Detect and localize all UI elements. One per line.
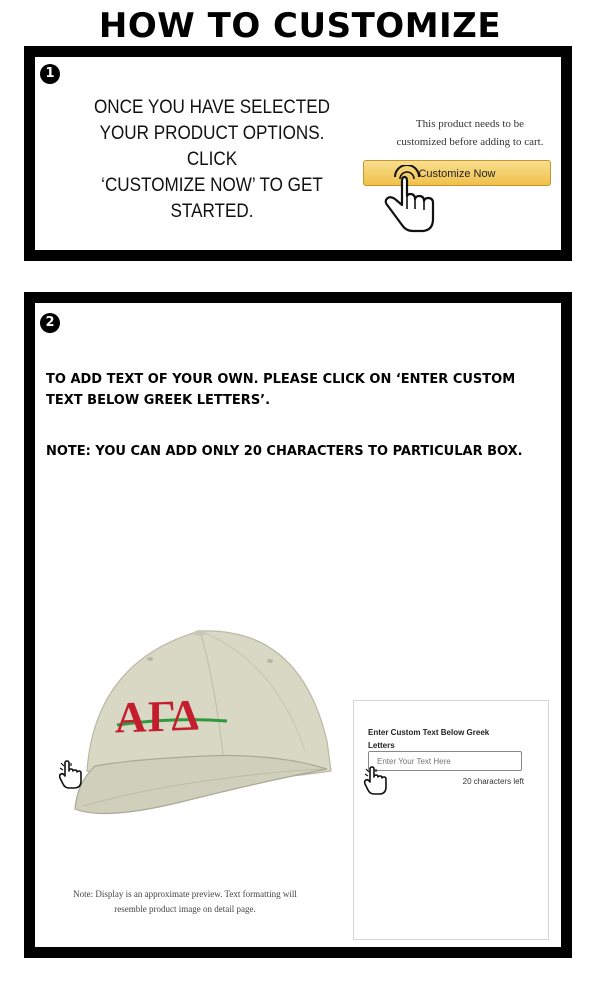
step-2-panel xyxy=(24,292,572,958)
characters-left-counter: 20 characters left xyxy=(462,777,524,786)
custom-text-panel xyxy=(353,700,549,940)
step-1-line: ‘CUSTOMIZE NOW’ TO GET xyxy=(101,175,323,196)
step-1-badge: 1 xyxy=(40,64,60,84)
pointing-hand-icon xyxy=(381,165,437,235)
step-1-instructions xyxy=(73,95,352,225)
greek-letters: ΑΓΔ xyxy=(115,690,201,743)
disclaimer-line: Note: Display is an approximate preview. Text formatting will xyxy=(73,889,297,899)
character-limit-note: NOTE: YOU CAN ADD ONLY 20 CHARACTERS TO PARTICULAR BOX. xyxy=(46,444,523,459)
step-2-instructions xyxy=(46,369,556,492)
step-2-line: TEXT BELOW GREEK LETTERS’. xyxy=(46,393,271,408)
label-line: Enter Custom Text Below Greek xyxy=(368,728,490,737)
step-1-line: YOUR PRODUCT OPTIONS. CLICK xyxy=(99,123,325,170)
custom-text-label xyxy=(368,726,538,752)
preview-disclaimer xyxy=(60,887,310,917)
note-line: This product needs to be xyxy=(415,118,525,130)
step-1-panel xyxy=(24,46,572,261)
step-1-line: ONCE YOU HAVE SELECTED xyxy=(94,97,330,118)
note-line: customized before adding to cart. xyxy=(396,136,544,148)
custom-text-input[interactable] xyxy=(368,751,522,771)
hand-cursor-icon xyxy=(57,759,85,791)
disclaimer-line: resemble product image on detail page. xyxy=(114,904,256,914)
step-2-line: TO ADD TEXT OF YOUR OWN. PLEASE CLICK ON ‘ENTER CUSTOM xyxy=(46,372,516,387)
step-2-badge: 2 xyxy=(40,313,60,333)
hand-cursor-icon xyxy=(362,765,390,797)
customization-required-note xyxy=(360,115,580,151)
label-line: Letters xyxy=(368,741,395,750)
customize-now-button[interactable]: Customize Now xyxy=(363,160,551,186)
page-title: HOW TO CUSTOMIZE xyxy=(98,6,502,46)
step-1-line: STARTED. xyxy=(170,201,254,222)
